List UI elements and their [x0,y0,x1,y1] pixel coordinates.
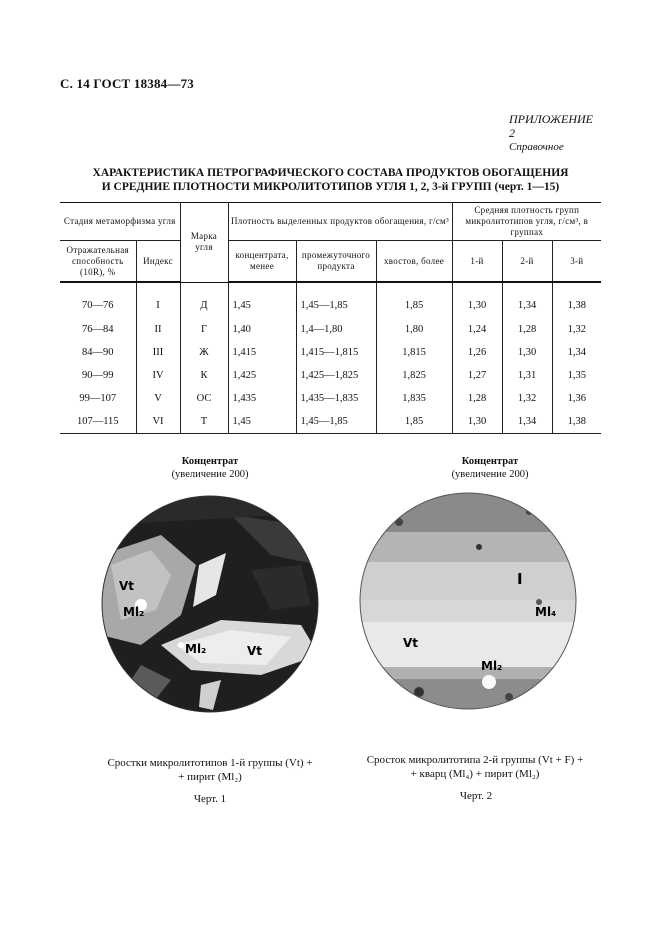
header-tailings: хвостов, более [376,241,452,282]
cell-mid: 1,415—1,815 [296,341,376,364]
table-row [60,387,601,410]
cell-tail: 1,85 [376,283,452,319]
cell-reflect: 107—115 [60,410,136,434]
table-row [60,341,601,364]
cell-g2: 1,28 [502,318,552,341]
cell-g3: 1,38 [567,300,586,311]
figure-2-micrograph [359,492,577,710]
cell-reflect: 90—99 [60,364,136,387]
cell-g3: 1,34 [567,347,586,358]
cell-index: V [136,387,180,410]
header-density: Плотность выделенных продуктов обогащения, г/см³ [228,203,452,241]
appendix-subtitle: Справочное [509,141,564,153]
figure-2-magnification: (увеличение 200) [451,469,529,480]
figure-2-title [390,455,590,481]
cell-g2: 1,31 [502,364,552,387]
cell-grade: Ж [180,341,228,364]
table-row [60,318,601,341]
density-table [60,202,601,434]
header-concentrate: концентрата, менее [228,241,296,282]
page-header: С. 14 ГОСТ 18384—73 [60,76,194,91]
cell-tail: 1,825 [376,364,452,387]
cell-reflect: 76—84 [60,318,136,341]
table-row [60,283,601,319]
cell-index: I [136,283,180,319]
title-tail: (черт. 1—15) [494,181,560,193]
cell-tail: 1,835 [376,387,452,410]
header-group-3: 3-й [552,241,601,282]
cell-g1: 1,24 [452,318,502,341]
figure-1-title [110,455,310,481]
figure-1-label-vt-b: Vt [247,644,263,658]
cell-index: III [136,341,180,364]
cell-grade: Т [180,410,228,434]
table-row [60,410,601,434]
figure-1-label-ml2-a: Ml₂ [123,605,145,619]
cell-mid: 1,45—1,85 [296,283,376,319]
cell-mid: 1,435—1,835 [296,387,376,410]
header-index: Индекс [136,241,180,282]
figure-1-label: Черт. 1 [193,793,227,805]
cell-index: IV [136,364,180,387]
figure-1-micrograph [101,495,319,713]
cell-mid: 1,4—1,80 [296,318,376,341]
cell-g1: 1,30 [452,283,502,319]
cell-g1: 1,26 [452,341,502,364]
cell-grade: ОС [180,387,228,410]
figure-2-heading: Концентрат [461,456,519,467]
title-line-1: ХАРАКТЕРИСТИКА ПЕТРОГРАФИЧЕСКОГО СОСТАВА ПРОДУКТОВ ОБОГАЩЕНИЯ [92,167,569,179]
figure-1-caption-line-1: Сростки микролитотипов 1-й группы (Vt) + [107,757,313,769]
figure-1-magnification: (увеличение 200) [171,469,249,480]
cell-grade: Г [180,318,228,341]
header-stage: Стадия метаморфизма угля [60,203,180,241]
appendix-label [509,112,599,154]
figure-2-caption-line-1: Сросток микролитотипа 2-й группы (Vt + F) + [366,754,584,766]
cell-g3: 1,35 [567,370,586,381]
figure-1-heading: Концентрат [181,456,239,467]
cell-g1: 1,27 [452,364,502,387]
cell-conc: 1,435 [228,387,296,410]
cell-conc: 1,45 [228,410,296,434]
figure-2-label-i: I [517,570,523,588]
cell-g3: 1,38 [552,410,601,434]
header-grade: Марка угля [180,203,228,282]
cell-tail: 1,80 [376,318,452,341]
cell-grade: Д [180,283,228,319]
appendix-title: ПРИЛОЖЕНИЕ 2 [509,112,593,140]
cell-g3: 1,32 [567,324,586,335]
cell-reflect: 70—76 [60,283,136,319]
cell-g2: 1,30 [502,341,552,364]
figure-2-caption [340,753,610,781]
figure-2-label: Черт. 2 [459,790,493,802]
figure-1-label-vt: Vt [119,579,135,593]
cell-index: II [136,318,180,341]
table-row [60,364,601,387]
figure-2-label-vt: Vt [403,636,419,650]
cell-g1: 1,30 [452,410,502,434]
cell-g2: 1,32 [502,387,552,410]
header-middlings: промежуточного продукта [296,241,376,282]
header-group-1: 1-й [452,241,502,282]
cell-g1: 1,28 [452,387,502,410]
header-reflectance: Отражательная способность (10R), % [60,241,136,282]
cell-mid: 1,45—1,85 [296,410,376,434]
cell-grade: К [180,364,228,387]
figure-1-label-ml2-b: Ml₂ [185,642,207,656]
header-group-2: 2-й [502,241,552,282]
cell-conc: 1,40 [228,318,296,341]
figure-2-caption-line-2: + кварц (Ml₄) + пирит (Ml₂) [410,768,540,780]
document-title [60,166,601,194]
figure-2-label-ml2: Ml₂ [481,659,503,673]
title-line-2: И СРЕДНИЕ ПЛОТНОСТИ МИКРОЛИТОТИПОВ УГЛЯ 1, 2, 3-й ГРУПП (черт. 1—15) [101,181,560,193]
cell-g2: 1,34 [502,283,552,319]
figure-1-caption [60,756,360,784]
cell-tail: 1,85 [376,410,452,434]
header-avg-density: Средняя плотность групп микролитотипов угля, г/см³, в группах [452,203,601,241]
figure-1-caption-line-2: + пирит (Ml₂) [178,771,242,783]
cell-conc: 1,415 [228,341,296,364]
cell-g2: 1,34 [502,410,552,434]
cell-conc: 1,45 [228,283,296,319]
cell-g3: 1,36 [567,393,586,404]
table-body [60,283,601,434]
cell-reflect: 84—90 [60,341,136,364]
cell-reflect: 99—107 [60,387,136,410]
cell-mid: 1,425—1,825 [296,364,376,387]
cell-index: VI [136,410,180,434]
cell-conc: 1,425 [228,364,296,387]
cell-tail: 1,815 [376,341,452,364]
figure-2-label-ml4: Ml₄ [535,605,557,619]
